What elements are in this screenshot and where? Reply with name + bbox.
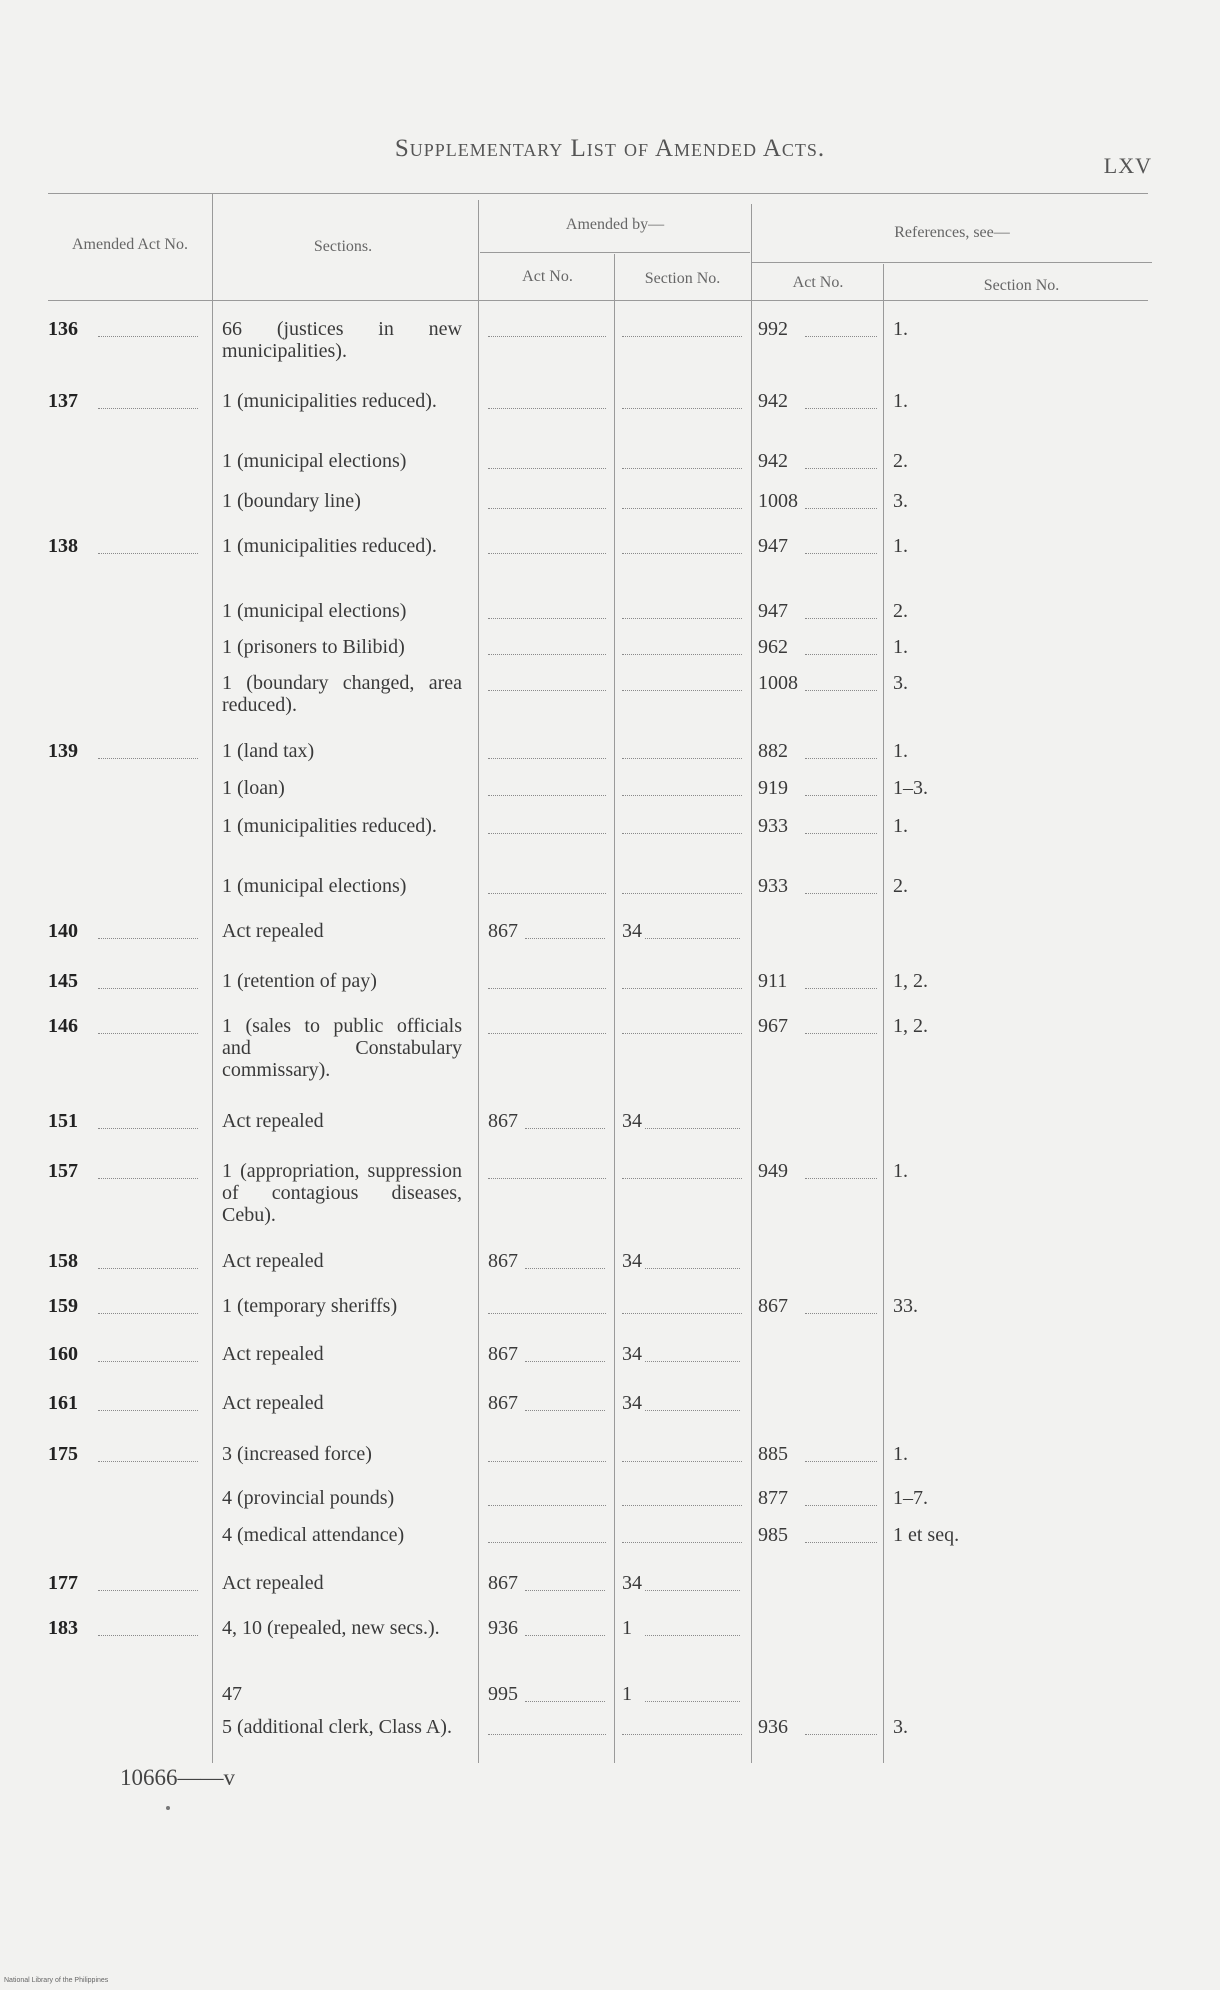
section-description: 66 (justices in new municipalities).: [222, 318, 462, 362]
reference-section: 1.: [893, 1160, 908, 1182]
dot-leader: [622, 1461, 742, 1462]
dot-leader: [805, 690, 877, 691]
section-description: 4 (medical attendance): [222, 1524, 405, 1546]
reference-section: 1.: [893, 1443, 908, 1465]
dot-leader: [488, 408, 606, 409]
amended-by-act: 867: [488, 920, 518, 942]
dot-leader: [805, 654, 877, 655]
section-description: 1 (municipal elections): [222, 450, 407, 472]
reference-act: 985: [758, 1524, 788, 1546]
header-references: References, see—: [894, 224, 1010, 241]
reference-section: 1 et seq.: [893, 1524, 960, 1546]
header-ref-act-no: Act No.: [792, 274, 844, 291]
reference-section: 1.: [893, 535, 908, 557]
section-description: 4, 10 (repealed, new secs.).: [222, 1617, 440, 1639]
dot-leader: [488, 758, 606, 759]
dot-leader: [525, 1268, 605, 1269]
amended-act-number: 139: [48, 740, 78, 762]
amended-act-number: 138: [48, 535, 78, 557]
dot-leader: [488, 618, 606, 619]
dot-leader: [805, 758, 877, 759]
section-description: 1 (appropriation, suppression of contagious diseases, Cebu).: [222, 1160, 462, 1226]
subheader-rule-amended: [480, 252, 750, 253]
dot-leader: [525, 1410, 605, 1411]
dot-leader: [805, 795, 877, 796]
dot-leader: [488, 1505, 606, 1506]
amended-by-act: 936: [488, 1617, 518, 1639]
reference-section: 2.: [893, 450, 908, 472]
dot-leader: [488, 654, 606, 655]
dot-leader: [488, 1461, 606, 1462]
amended-by-section: 1: [622, 1617, 632, 1639]
reference-section: 3.: [893, 1716, 908, 1738]
amended-act-number: 157: [48, 1160, 78, 1182]
reference-act: 867: [758, 1295, 788, 1317]
dot-leader: [98, 1268, 198, 1269]
amended-by-section: 34: [622, 1110, 642, 1132]
dot-leader: [525, 1701, 605, 1702]
amended-act-number: 146: [48, 1015, 78, 1037]
dot-leader: [525, 1635, 605, 1636]
amended-act-number: 145: [48, 970, 78, 992]
dot-leader: [98, 1461, 198, 1462]
section-description: 1 (boundary line): [222, 490, 361, 512]
reference-section: 2.: [893, 600, 908, 622]
dot-leader: [98, 1410, 198, 1411]
section-description: 1 (retention of pay): [222, 970, 377, 992]
dot-leader: [488, 988, 606, 989]
subheader-rule-references: [752, 262, 1152, 263]
reference-section: 1.: [893, 390, 908, 412]
reference-act: 942: [758, 390, 788, 412]
dot-leader: [622, 833, 742, 834]
reference-section: 3.: [893, 672, 908, 694]
section-description: 1 (municipalities reduced).: [222, 390, 437, 412]
dot-leader: [645, 1268, 740, 1269]
amended-act-number: 175: [48, 1443, 78, 1465]
header-ref-section-no: Section No.: [983, 277, 1060, 294]
dot-leader: [488, 468, 606, 469]
reference-section: 1.: [893, 636, 908, 658]
reference-act: 936: [758, 1716, 788, 1738]
col-divider-1: [212, 193, 213, 1763]
top-rule: [48, 193, 1148, 194]
header-amended-by: Amended by—: [565, 216, 665, 233]
dot-leader: [805, 1734, 877, 1735]
dot-leader: [622, 1313, 742, 1314]
amended-by-act: 867: [488, 1572, 518, 1594]
dot-leader: [622, 618, 742, 619]
dot-leader: [805, 1178, 877, 1179]
dot-leader: [525, 1590, 605, 1591]
amended-act-number: 159: [48, 1295, 78, 1317]
dot-leader: [98, 553, 198, 554]
amended-by-section: 34: [622, 1250, 642, 1272]
dot-leader: [805, 1461, 877, 1462]
section-description: 1 (municipalities reduced).: [222, 535, 437, 557]
amended-by-act: 867: [488, 1250, 518, 1272]
dot-leader: [805, 553, 877, 554]
reference-act: 962: [758, 636, 788, 658]
reference-act: 947: [758, 535, 788, 557]
section-description: Act repealed: [222, 1572, 324, 1594]
reference-section: 1, 2.: [893, 1015, 928, 1037]
amended-act-number: 177: [48, 1572, 78, 1594]
header-sections: Sections.: [313, 238, 373, 255]
dot-leader: [805, 1542, 877, 1543]
reference-act: 967: [758, 1015, 788, 1037]
amended-by-section: 34: [622, 1343, 642, 1365]
amended-by-act: 867: [488, 1110, 518, 1132]
section-description: 5 (additional clerk, Class A).: [222, 1716, 452, 1738]
reference-section: 1.: [893, 318, 908, 340]
reference-section: 1–7.: [893, 1487, 928, 1509]
dot-leader: [622, 408, 742, 409]
col-divider-3: [614, 254, 615, 1763]
amended-by-section: 34: [622, 1572, 642, 1594]
section-description: 1 (sales to public officials and Constabulary commissary).: [222, 1015, 462, 1081]
section-description: 1 (municipal elections): [222, 875, 407, 897]
amended-act-number: 151: [48, 1110, 78, 1132]
dot-leader: [645, 1635, 740, 1636]
reference-act: 992: [758, 318, 788, 340]
dot-leader: [622, 1542, 742, 1543]
dot-leader: [622, 553, 742, 554]
section-description: Act repealed: [222, 1110, 324, 1132]
page-title: Supplementary List of Amended Acts.: [394, 135, 826, 162]
dot-leader: [525, 1128, 605, 1129]
signature-mark: 10666——v: [120, 1765, 235, 1790]
dot-leader: [488, 553, 606, 554]
dot-leader: [622, 1033, 742, 1034]
amended-act-number: 140: [48, 920, 78, 942]
dot-leader: [622, 1178, 742, 1179]
dot-leader: [805, 1313, 877, 1314]
section-description: 4 (provincial pounds): [222, 1487, 395, 1509]
section-description: Act repealed: [222, 920, 324, 942]
section-description: 1 (loan): [222, 777, 285, 799]
col-divider-2: [478, 200, 479, 1763]
dot-leader: [622, 795, 742, 796]
reference-act: 919: [758, 777, 788, 799]
dot-leader: [488, 508, 606, 509]
dot-leader: [98, 758, 198, 759]
dot-leader: [622, 468, 742, 469]
dot-leader: [488, 1313, 606, 1314]
ink-dot: [166, 1806, 170, 1810]
col-divider-4: [751, 204, 752, 1763]
amended-act-number: 160: [48, 1343, 78, 1365]
reference-act: 877: [758, 1487, 788, 1509]
dot-leader: [645, 1361, 740, 1362]
dot-leader: [645, 1410, 740, 1411]
section-description: Act repealed: [222, 1250, 324, 1272]
page-number: LXV: [1103, 153, 1152, 178]
dot-leader: [98, 1128, 198, 1129]
dot-leader: [805, 508, 877, 509]
section-description: 1 (land tax): [222, 740, 315, 762]
dot-leader: [645, 938, 740, 939]
dot-leader: [488, 690, 606, 691]
dot-leader: [488, 1542, 606, 1543]
header-amended-act-no: Amended Act No.: [72, 236, 188, 253]
dot-leader: [488, 1734, 606, 1735]
dot-leader: [805, 618, 877, 619]
header-section-no: Section No.: [644, 270, 721, 287]
header-act-no: Act No.: [522, 268, 573, 285]
section-description: 47: [222, 1683, 242, 1705]
dot-leader: [488, 336, 606, 337]
amended-by-section: 1: [622, 1683, 632, 1705]
dot-leader: [622, 654, 742, 655]
section-description: 1 (municipal elections): [222, 600, 407, 622]
dot-leader: [805, 1505, 877, 1506]
dot-leader: [488, 1178, 606, 1179]
dot-leader: [805, 893, 877, 894]
reference-act: 1008: [758, 490, 798, 512]
reference-act: 1008: [758, 672, 798, 694]
col-divider-5: [883, 264, 884, 1763]
dot-leader: [98, 938, 198, 939]
section-description: 1 (municipalities reduced).: [222, 815, 437, 837]
amended-by-section: 34: [622, 920, 642, 942]
dot-leader: [488, 893, 606, 894]
dot-leader: [98, 1033, 198, 1034]
dot-leader: [98, 408, 198, 409]
dot-leader: [488, 1033, 606, 1034]
dot-leader: [645, 1701, 740, 1702]
amended-by-section: 34: [622, 1392, 642, 1414]
dot-leader: [645, 1128, 740, 1129]
dot-leader: [622, 1505, 742, 1506]
reference-section: 1, 2.: [893, 970, 928, 992]
dot-leader: [98, 1635, 198, 1636]
amended-act-number: 161: [48, 1392, 78, 1414]
dot-leader: [622, 690, 742, 691]
section-description: Act repealed: [222, 1392, 324, 1414]
reference-section: 1.: [893, 740, 908, 762]
dot-leader: [98, 1178, 198, 1179]
amended-by-act: 867: [488, 1343, 518, 1365]
reference-act: 949: [758, 1160, 788, 1182]
dot-leader: [98, 1361, 198, 1362]
dot-leader: [488, 795, 606, 796]
amended-by-act: 995: [488, 1683, 518, 1705]
dot-leader: [525, 938, 605, 939]
reference-act: 882: [758, 740, 788, 762]
dot-leader: [98, 336, 198, 337]
dot-leader: [622, 758, 742, 759]
dot-leader: [525, 1361, 605, 1362]
dot-leader: [622, 893, 742, 894]
amended-act-number: 137: [48, 390, 78, 412]
reference-section: 2.: [893, 875, 908, 897]
dot-leader: [805, 1033, 877, 1034]
reference-section: 1.: [893, 815, 908, 837]
dot-leader: [98, 1313, 198, 1314]
section-description: 3 (increased force): [222, 1443, 372, 1465]
section-description: 1 (boundary changed, area reduced).: [222, 672, 462, 716]
reference-section: 1–3.: [893, 777, 928, 799]
dot-leader: [488, 833, 606, 834]
section-description: Act repealed: [222, 1343, 324, 1365]
dot-leader: [805, 408, 877, 409]
dot-leader: [805, 833, 877, 834]
amended-act-number: 158: [48, 1250, 78, 1272]
dot-leader: [805, 468, 877, 469]
amended-by-act: 867: [488, 1392, 518, 1414]
dot-leader: [805, 336, 877, 337]
dot-leader: [805, 988, 877, 989]
dot-leader: [622, 336, 742, 337]
reference-act: 933: [758, 815, 788, 837]
dot-leader: [645, 1590, 740, 1591]
reference-act: 947: [758, 600, 788, 622]
amended-act-number: 183: [48, 1617, 78, 1639]
reference-section: 3.: [893, 490, 908, 512]
dot-leader: [98, 1590, 198, 1591]
dot-leader: [622, 988, 742, 989]
header-bottom-rule: [48, 300, 1148, 301]
reference-act: 885: [758, 1443, 788, 1465]
dot-leader: [622, 508, 742, 509]
reference-section: 33.: [893, 1295, 918, 1317]
reference-act: 911: [758, 970, 788, 992]
credit-line: National Library of the Philippines: [4, 1977, 109, 1984]
amended-act-number: 136: [48, 318, 78, 340]
dot-leader: [622, 1734, 742, 1735]
dot-leader: [98, 988, 198, 989]
section-description: 1 (temporary sheriffs): [222, 1295, 398, 1317]
reference-act: 942: [758, 450, 788, 472]
section-description: 1 (prisoners to Bilibid): [222, 636, 405, 658]
reference-act: 933: [758, 875, 788, 897]
